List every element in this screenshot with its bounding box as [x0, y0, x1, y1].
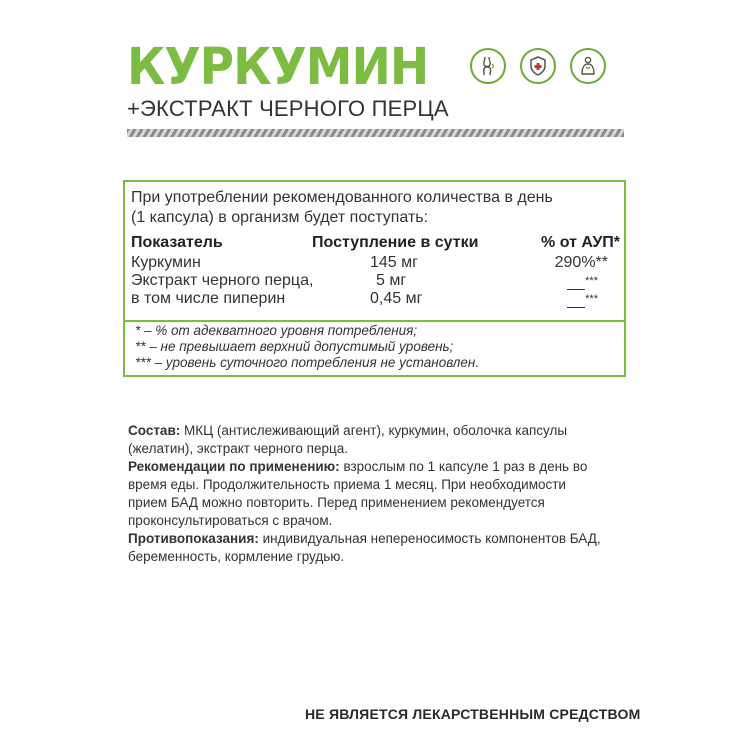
contraindications-label: Противопоказания: — [128, 531, 259, 546]
contraindications-line: Противопоказания: индивидуальная непереносимость компонентов БАД, — [128, 531, 601, 546]
product-info — [128, 422, 628, 566]
row-name: Экстракт черного перца, — [131, 272, 314, 289]
table-divider — [125, 320, 624, 322]
column-header: Поступление в сутки — [312, 234, 479, 251]
composition-label: Состав: — [128, 423, 181, 438]
nutrition-table — [123, 180, 626, 377]
column-header: % от АУП* — [541, 234, 620, 251]
table-header — [131, 234, 620, 254]
product-subtitle: +ЭКСТРАКТ ЧЕРНОГО ПЕРЦА — [127, 96, 449, 121]
composition-line: (желатин), экстракт черного перца. — [128, 441, 348, 456]
immunity-shield-icon — [520, 48, 556, 84]
recommendation-line: Рекомендации по применению: взрослым по 1 капсуле 1 раз в день во — [128, 459, 588, 474]
footnote: ** – не превышает верхний допустимый уровень; — [135, 339, 454, 354]
column-header: Показатель — [131, 234, 223, 251]
row-amount: 145 мг — [370, 254, 418, 271]
decorative-stripe — [127, 129, 624, 137]
recommendation-line: проконсультироваться с врачом. — [128, 513, 333, 528]
footnote: * – % от адекватного уровня потребления; — [135, 323, 418, 338]
row-percent: 290%** — [554, 254, 608, 271]
product-title: КУРКУМИН — [127, 37, 429, 98]
table-row — [131, 254, 620, 272]
row-amount: 5 мг — [376, 272, 407, 289]
footnote: *** – уровень суточного потребления не установлен. — [135, 355, 480, 370]
contraindications-line: беременность, кормление грудью. — [128, 549, 345, 564]
table-row — [131, 272, 620, 290]
recommendation-label: Рекомендации по применению: — [128, 459, 340, 474]
table-row — [131, 290, 620, 308]
dash-mark — [567, 297, 585, 308]
table-body — [131, 254, 620, 308]
joint-icon — [470, 48, 506, 84]
recommendation-line: время еды. Продолжительность приема 1 месяц. При необходимости — [128, 477, 566, 492]
composition-line: Состав: МКЦ (антислеживающий агент), куркумин, оболочка капсулы — [128, 423, 568, 438]
row-name: в том числе пиперин — [131, 290, 286, 307]
row-percent: *** — [567, 272, 598, 295]
dash-mark — [567, 279, 585, 290]
benefit-icons — [470, 48, 606, 84]
row-amount: 0,45 мг — [370, 290, 423, 307]
footnotes — [135, 323, 479, 371]
body-silhouette-icon — [570, 48, 606, 84]
row-percent: *** — [567, 290, 598, 313]
row-name: Куркумин — [131, 254, 201, 271]
recommendation-line: прием БАД можно повторить. Перед применением рекомендуется — [128, 495, 545, 510]
nutrition-intro — [131, 188, 553, 228]
intro-line: При употреблении рекомендованного количества в день — [131, 189, 553, 206]
disclaimer: НЕ ЯВЛЯЕТСЯ ЛЕКАРСТВЕННЫМ СРЕДСТВОМ — [305, 706, 641, 722]
intro-line: (1 капсула) в организм будет поступать: — [131, 209, 429, 226]
